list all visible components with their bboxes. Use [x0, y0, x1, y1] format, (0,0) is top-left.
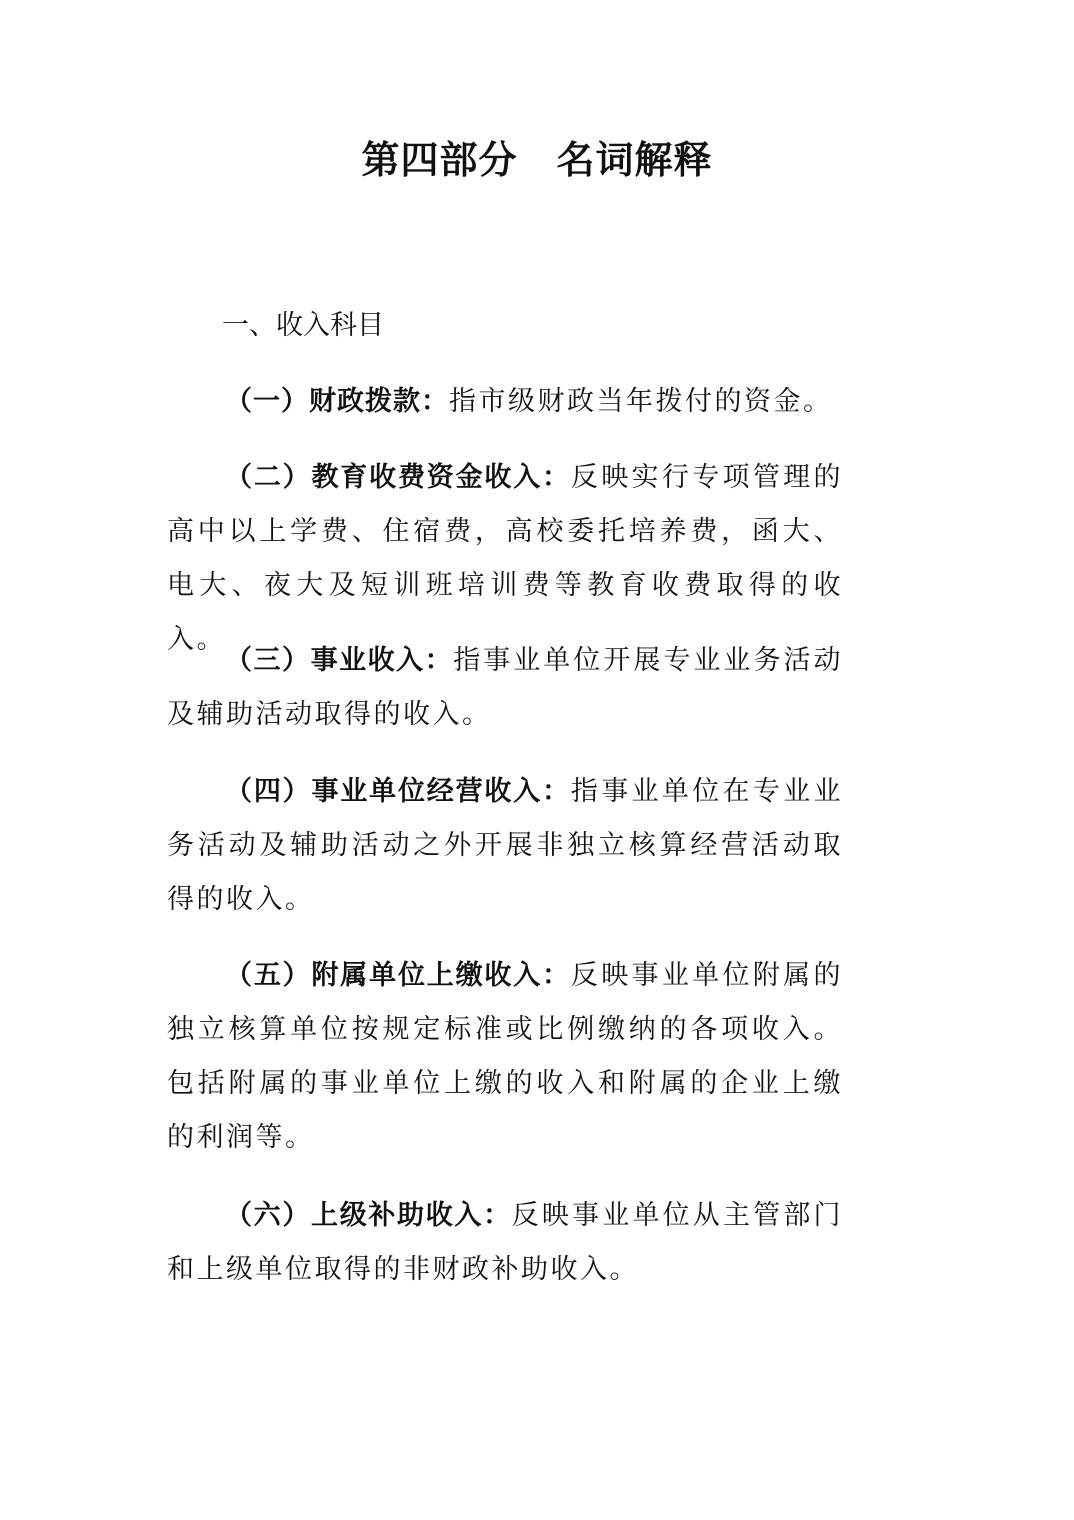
definition-term: （五）附属单位上缴收入： — [225, 960, 571, 991]
section-heading: 一、收入科目 — [222, 310, 384, 341]
definition-term: （一）财政拨款： — [225, 386, 449, 417]
definition-item-4 — [167, 765, 843, 927]
definition-text: 指事业单位开展专业业务活动及辅助活动取得的收入。 — [167, 645, 844, 730]
definition-text: 指事业单位在专业业务活动及辅助活动之外开展非独立核算经营活动取得的收入。 — [167, 776, 844, 915]
definition-text: 反映事业单位附属的独立核算单位按规定标准或比例缴纳的各项收入。包括附属的事业单位上缴的收入和附属的企业上缴的利润等。 — [167, 960, 844, 1153]
definition-term: （四）事业单位经营收入： — [225, 776, 571, 807]
definition-item-5 — [167, 949, 843, 1165]
definition-term: （六）上级补助收入： — [225, 1200, 512, 1231]
definition-term: （二）教育收费资金收入： — [225, 462, 571, 493]
definition-item-3 — [167, 634, 843, 742]
page-title: 第四部分 名词解释 — [361, 138, 713, 182]
definition-text: 指市级财政当年拨付的资金。 — [449, 386, 833, 417]
definition-item-1 — [167, 375, 843, 429]
definition-text: 反映事业单位从主管部门和上级单位取得的非财政补助收入。 — [167, 1200, 843, 1285]
definition-text: 反映实行专项管理的高中以上学费、住宿费，高校委托培养费，函大、电大、夜大及短训班培训费等教育收费取得的收入。 — [167, 462, 844, 655]
definition-term: （三）事业收入： — [225, 645, 454, 676]
definition-item-6 — [167, 1189, 843, 1297]
